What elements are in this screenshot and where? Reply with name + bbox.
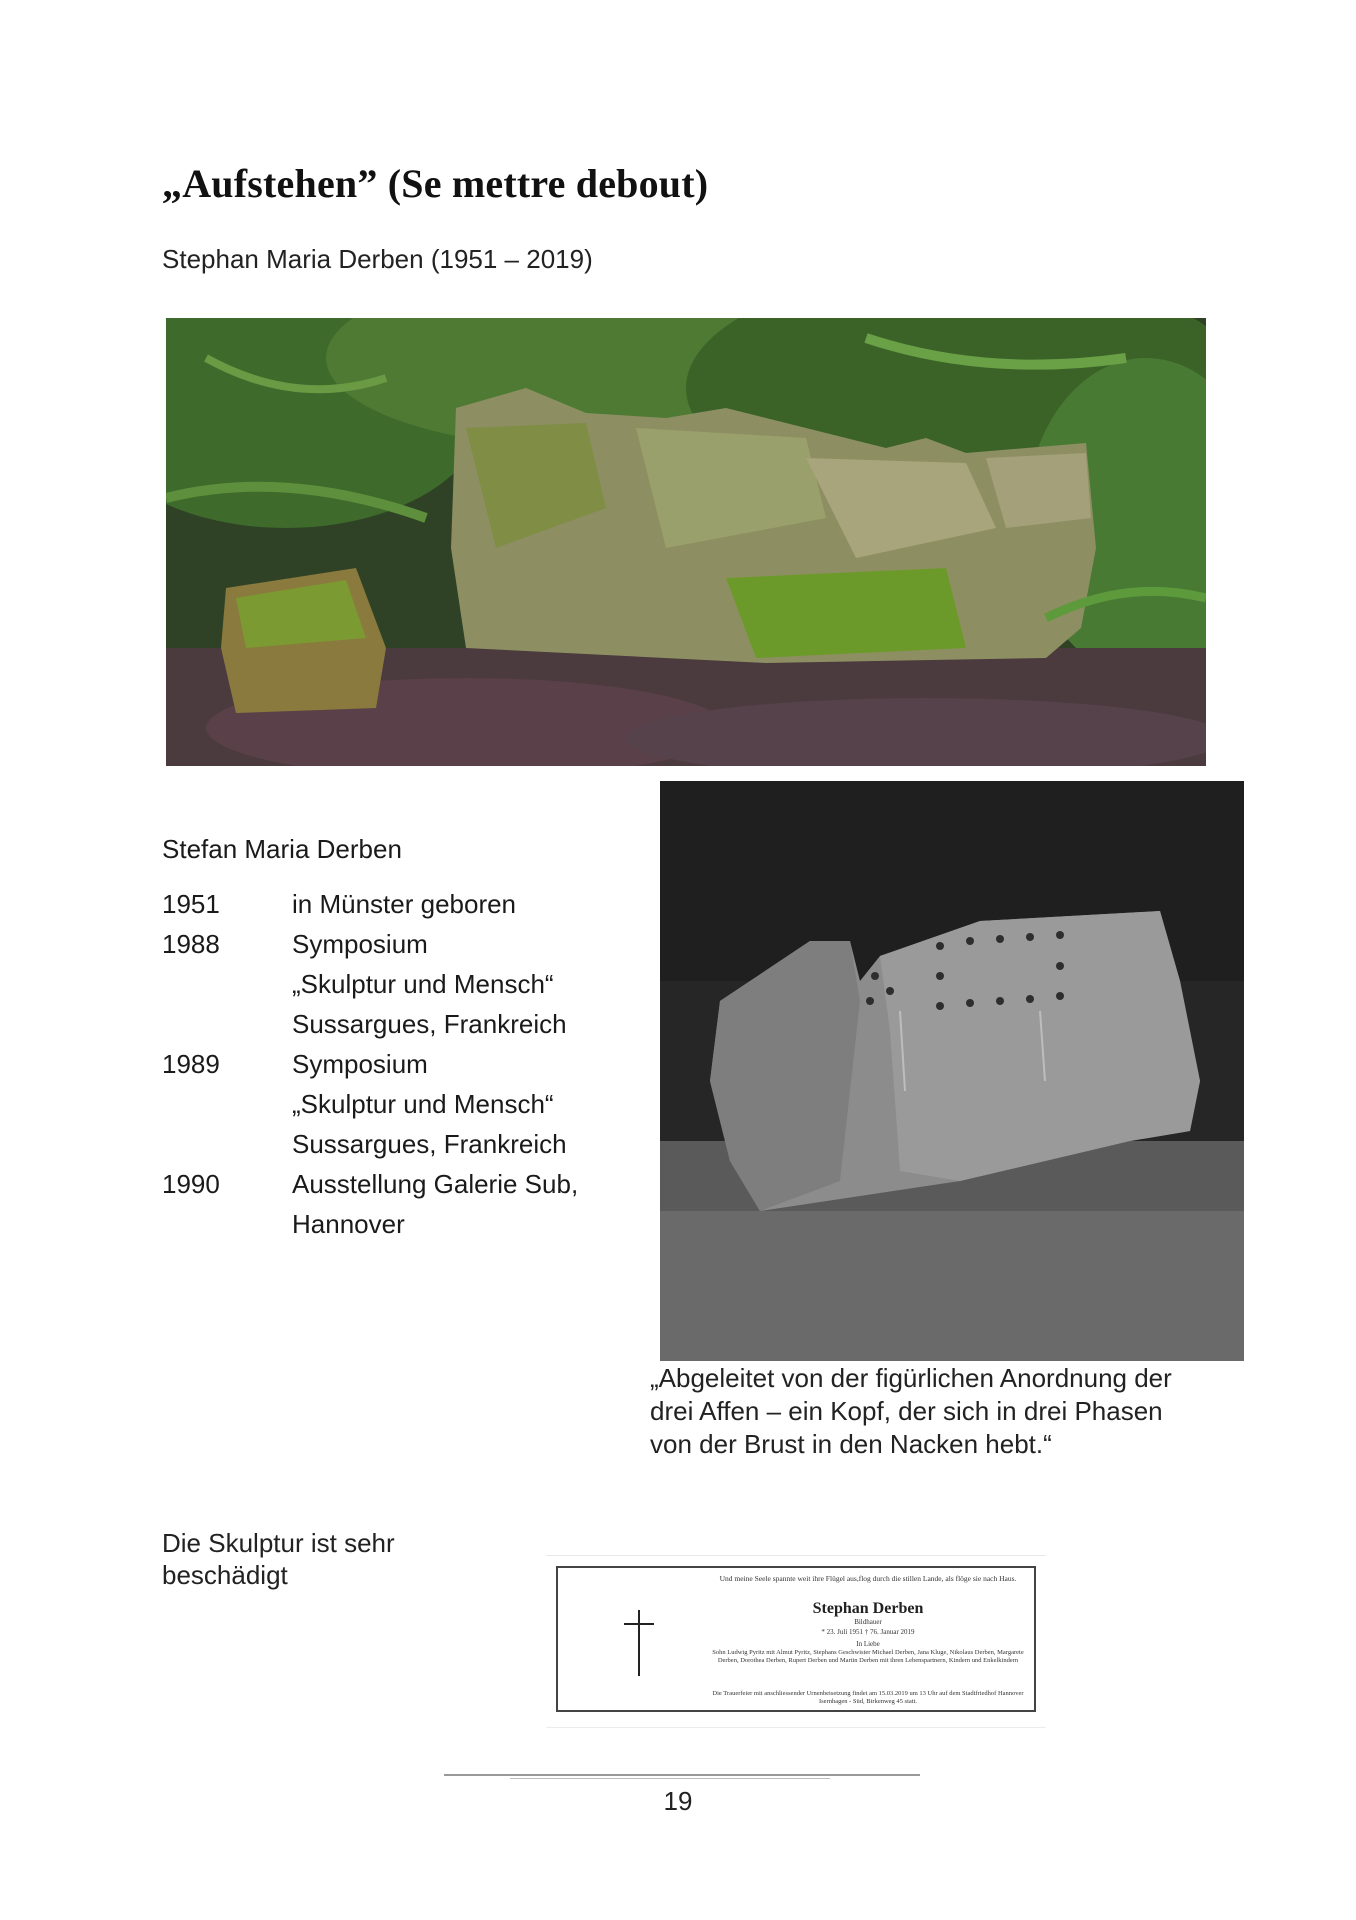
biography-year: 1989 — [162, 1049, 220, 1079]
page-number: 19 — [663, 1786, 693, 1816]
artist-subtitle: Stephan Maria Derben (1951 – 2019) — [162, 244, 593, 274]
obituary-role: Bildhauer — [854, 1618, 882, 1626]
obituary-love: In Liebe — [856, 1640, 880, 1648]
cross-icon — [620, 1608, 658, 1678]
page-title: „Aufstehen” (Se mettre debout) — [162, 161, 709, 206]
biography-year: 1951 — [162, 889, 220, 919]
biography-text: in Münster geboren — [292, 889, 517, 919]
obituary-family: Sohn Ludwig Pyritz mit Almut Pyritz, Stephans Geschwister Michael Derben, Jana Kluge, Nikolaus Derben, Margarete Derben, Dorothea Derben, Rupert Derben und Martin Derben mit ihren Lebenspartnern, Kindern und Enkelkindern — [712, 1649, 1024, 1665]
footer-rule — [444, 1774, 920, 1776]
condition-note: Die Skulptur ist sehr beschädigt — [162, 1528, 395, 1590]
obituary-dates: * 23. Juli 1951 † 76. Januar 2019 — [821, 1628, 915, 1636]
obituary-verse: Und meine Seele spannte weit ihre Flügel aus,flog durch die stillen Lande, als flöge sie nach Haus. — [719, 1574, 1017, 1583]
biography-list — [162, 884, 578, 1244]
sculpture-forest-photo — [166, 318, 1206, 766]
biography-entry — [162, 1164, 578, 1244]
biography-entry — [162, 1044, 578, 1164]
sculpture-quote: „Abgeleitet von der figürlichen Anordnung der drei Affen – ein Kopf, der sich in drei Phasen von der Brust in den Nacken hebt.“ — [650, 1363, 1172, 1459]
obituary-funeral: Die Trauerfeier mit anschliessender Urnenbeisetzung findet am 15.03.2019 um 13 Uhr auf dem Stadtfriedhof Hannover Isernhagen - Süd, Birkenweg 45 statt. — [712, 1690, 1024, 1706]
biography-text: Symposium „Skulptur und Mensch“ Sussargues, Frankreich — [292, 929, 567, 1039]
footer-rule — [510, 1778, 830, 1779]
sculpture-bw-photo — [660, 781, 1244, 1361]
obituary-name: Stephan Derben — [812, 1600, 924, 1617]
biography-name: Stefan Maria Derben — [162, 834, 402, 864]
biography-text: Symposium „Skulptur und Mensch“ Sussargues, Frankreich — [292, 1049, 567, 1159]
obituary-notice — [556, 1566, 1036, 1712]
biography-entry — [162, 924, 578, 1044]
biography-year: 1988 — [162, 929, 220, 959]
biography-entry — [162, 884, 578, 924]
divider — [546, 1727, 1046, 1728]
biography-text: Ausstellung Galerie Sub, Hannover — [292, 1169, 579, 1239]
biography-year: 1990 — [162, 1169, 220, 1199]
divider — [546, 1555, 1046, 1556]
